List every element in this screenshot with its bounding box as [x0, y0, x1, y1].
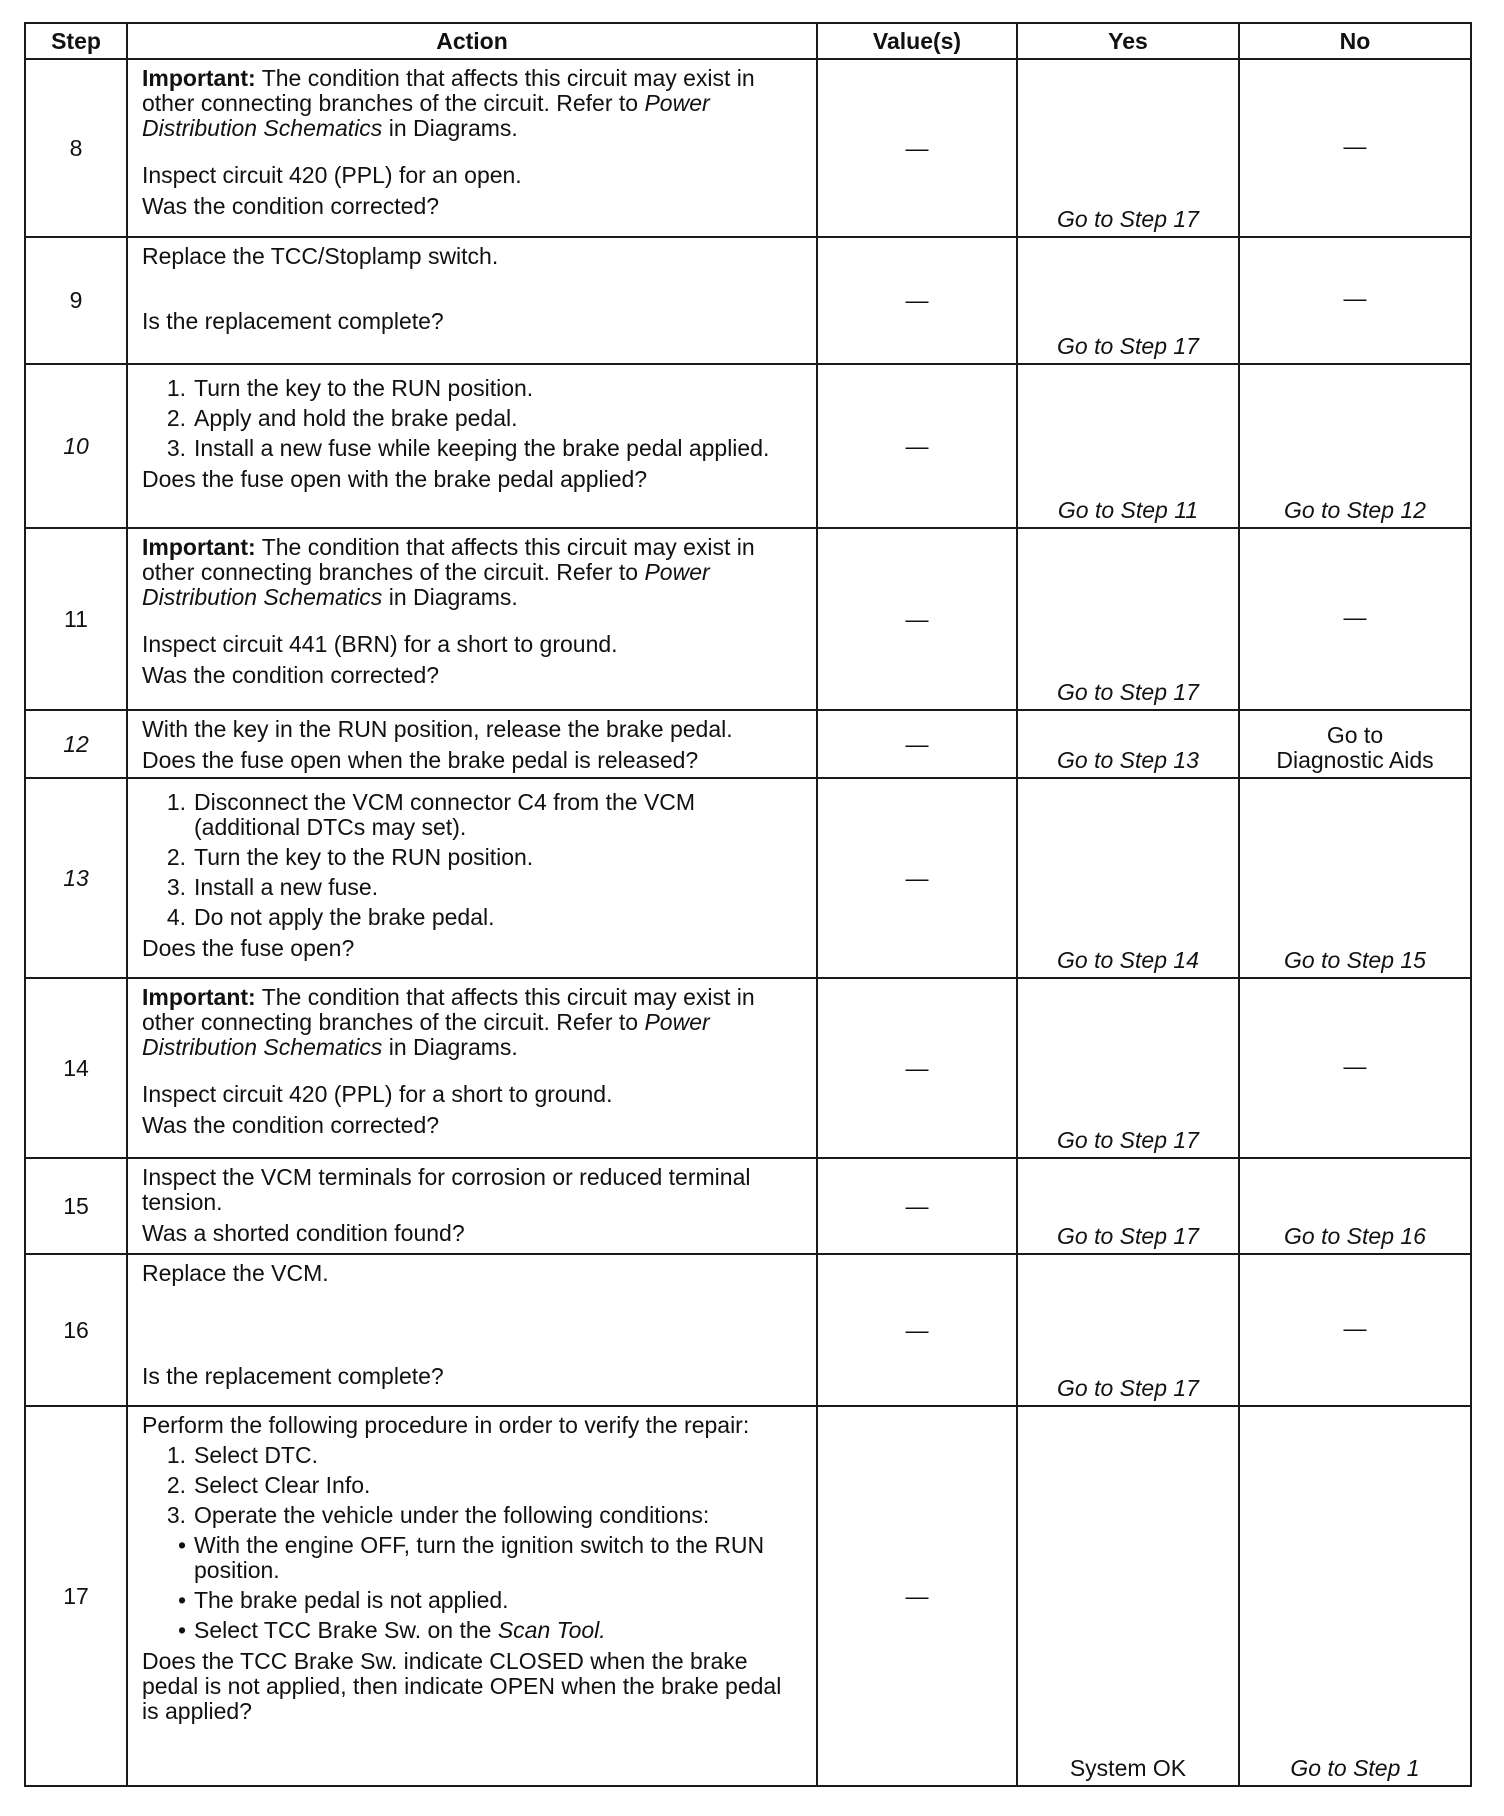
header-yes: Yes — [1017, 23, 1239, 59]
value-cell: — — [817, 237, 1017, 364]
action-text: Inspect circuit 420 (PPL) for a short to ground. — [142, 1081, 613, 1107]
important-note: Important: The condition that affects this circuit may exist in other connecting branches of the circuit. Refer to Power Distribution Schematics in Diagrams. — [142, 65, 755, 141]
important-label: Important: — [142, 534, 256, 560]
no-cell — [1239, 1406, 1471, 1786]
yes-cell — [1017, 1406, 1239, 1786]
action-question: Does the fuse open? — [142, 935, 355, 961]
action-cell — [127, 1158, 817, 1254]
step-number: 13 — [25, 778, 127, 978]
no-link: Go to Step 1 — [1290, 1755, 1420, 1781]
step-number: 14 — [25, 978, 127, 1158]
list-item: 2. Apply and hold the brake pedal. — [166, 405, 518, 431]
yes-cell — [1017, 978, 1239, 1158]
yes-link: Go to Step 17 — [1057, 1375, 1199, 1401]
no-line-1: Go to — [1326, 722, 1384, 748]
action-intro: Perform the following procedure in order to verify the repair: — [142, 1412, 750, 1438]
no-cell — [1239, 1158, 1471, 1254]
table-row — [25, 978, 1471, 1158]
action-question: Does the fuse open when the brake pedal is released? — [142, 747, 699, 773]
value-cell: — — [817, 1406, 1017, 1786]
no-cell — [1239, 778, 1471, 978]
step-list — [142, 376, 804, 461]
header-values: Value(s) — [817, 23, 1017, 59]
action-question: Does the TCC Brake Sw. indicate CLOSED when the brake pedal is not applied, then indicate OPEN when the brake pedal is applied? — [142, 1648, 782, 1724]
step-number: 15 — [25, 1158, 127, 1254]
value-cell: — — [817, 528, 1017, 710]
yes-cell — [1017, 237, 1239, 364]
list-item: 1. Turn the key to the RUN position. — [166, 375, 534, 401]
action-cell — [127, 1254, 817, 1406]
table-row — [25, 1406, 1471, 1786]
no-link: Go to Step 15 — [1284, 947, 1426, 973]
action-text: Inspect circuit 420 (PPL) for an open. — [142, 162, 522, 188]
important-note: Important: The condition that affects this circuit may exist in other connecting branches of the circuit. Refer to Power Distribution Schematics in Diagrams. — [142, 984, 755, 1060]
list-item: 1. Disconnect the VCM connector C4 from the VCM (additional DTCs may set). — [166, 789, 696, 840]
yes-link: Go to Step 17 — [1057, 206, 1199, 232]
action-cell — [127, 364, 817, 528]
step-list — [142, 790, 804, 930]
yes-cell — [1017, 1158, 1239, 1254]
action-cell — [127, 237, 817, 364]
list-item: 2. Select Clear Info. — [166, 1472, 371, 1498]
value-cell: — — [817, 1254, 1017, 1406]
table-row — [25, 710, 1471, 778]
header-row — [25, 23, 1471, 59]
step-number: 17 — [25, 1406, 127, 1786]
action-cell — [127, 710, 817, 778]
action-cell — [127, 1406, 817, 1786]
header-action: Action — [127, 23, 817, 59]
list-item: 3. Install a new fuse. — [166, 874, 379, 900]
action-question: Does the fuse open with the brake pedal applied? — [142, 466, 648, 492]
value-cell: — — [817, 59, 1017, 237]
yes-cell — [1017, 1254, 1239, 1406]
yes-link: Go to Step 17 — [1057, 1223, 1199, 1249]
no-cell: — — [1239, 59, 1471, 237]
value-cell: — — [817, 978, 1017, 1158]
yes-link: Go to Step 17 — [1057, 333, 1199, 359]
list-item: • With the engine OFF, turn the ignition switch to the RUN position. — [177, 1532, 765, 1583]
action-cell — [127, 528, 817, 710]
list-item: 2. Turn the key to the RUN position. — [166, 844, 534, 870]
header-step: Step — [25, 23, 127, 59]
action-cell — [127, 978, 817, 1158]
step-number: 16 — [25, 1254, 127, 1406]
action-question: Is the replacement complete? — [142, 308, 444, 334]
no-cell: — — [1239, 1254, 1471, 1406]
table-row — [25, 59, 1471, 237]
header-no: No — [1239, 23, 1471, 59]
value-cell: — — [817, 364, 1017, 528]
table-row — [25, 1254, 1471, 1406]
step-list — [142, 1443, 804, 1528]
value-cell: — — [817, 778, 1017, 978]
condition-list — [142, 1533, 804, 1643]
action-text: Inspect circuit 441 (BRN) for a short to ground. — [142, 631, 618, 657]
table-row — [25, 528, 1471, 710]
yes-cell — [1017, 528, 1239, 710]
yes-link: Go to Step 17 — [1057, 679, 1199, 705]
table-row — [25, 364, 1471, 528]
action-cell — [127, 778, 817, 978]
action-text: Inspect the VCM terminals for corrosion or reduced terminal tension. — [142, 1164, 751, 1215]
yes-link: Go to Step 11 — [1057, 497, 1199, 523]
yes-cell — [1017, 59, 1239, 237]
no-link: Go to Step 12 — [1284, 497, 1426, 523]
step-number: 11 — [25, 528, 127, 710]
list-item: 3. Install a new fuse while keeping the brake pedal applied. — [166, 435, 770, 461]
table-row — [25, 778, 1471, 978]
yes-cell — [1017, 778, 1239, 978]
yes-cell — [1017, 364, 1239, 528]
value-cell: — — [817, 1158, 1017, 1254]
list-item: 3. Operate the vehicle under the following conditions: — [166, 1502, 710, 1528]
no-cell: — — [1239, 528, 1471, 710]
step-number: 12 — [25, 710, 127, 778]
list-item: • Select TCC Brake Sw. on the Scan Tool. — [177, 1617, 606, 1643]
action-question: Is the replacement complete? — [142, 1363, 444, 1389]
list-item: 1. Select DTC. — [166, 1442, 318, 1468]
no-line-2: Diagnostic Aids — [1276, 747, 1434, 773]
yes-link: Go to Step 14 — [1057, 947, 1199, 973]
no-link: Go to Step 16 — [1284, 1223, 1426, 1249]
yes-link: Go to Step 13 — [1057, 747, 1199, 773]
action-text: Replace the TCC/Stoplamp switch. — [142, 243, 499, 269]
no-cell — [1239, 364, 1471, 528]
step-number: 10 — [25, 364, 127, 528]
yes-link: Go to Step 17 — [1057, 1127, 1199, 1153]
yes-result: System OK — [1069, 1755, 1187, 1781]
no-cell: — — [1239, 978, 1471, 1158]
action-cell — [127, 59, 817, 237]
important-label: Important: — [142, 65, 256, 91]
list-item: 4. Do not apply the brake pedal. — [166, 904, 495, 930]
list-item: • The brake pedal is not applied. — [177, 1587, 509, 1613]
action-question: Was the condition corrected? — [142, 662, 440, 688]
action-question: Was the condition corrected? — [142, 1112, 440, 1138]
table-row — [25, 237, 1471, 364]
no-cell: — — [1239, 237, 1471, 364]
step-number: 9 — [25, 237, 127, 364]
important-note: Important: The condition that affects this circuit may exist in other connecting branches of the circuit. Refer to Power Distribution Schematics in Diagrams. — [142, 534, 755, 610]
table-row — [25, 1158, 1471, 1254]
yes-cell — [1017, 710, 1239, 778]
action-text: Replace the VCM. — [142, 1260, 329, 1286]
diagnostic-table — [24, 22, 1472, 1787]
no-cell — [1239, 710, 1471, 778]
action-text: With the key in the RUN position, release the brake pedal. — [142, 716, 733, 742]
value-cell: — — [817, 710, 1017, 778]
step-number: 8 — [25, 59, 127, 237]
important-label: Important: — [142, 984, 256, 1010]
action-question: Was the condition corrected? — [142, 193, 440, 219]
action-question: Was a shorted condition found? — [142, 1220, 465, 1246]
